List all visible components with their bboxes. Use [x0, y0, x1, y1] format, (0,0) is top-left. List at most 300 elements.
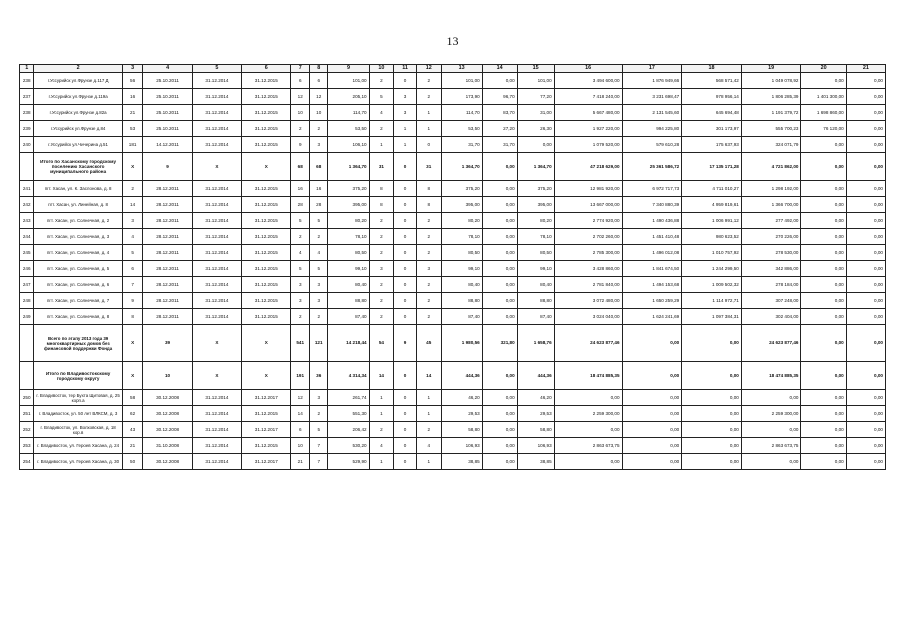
column-header: 17	[622, 65, 682, 73]
table-cell: 395,00	[441, 197, 482, 213]
table-cell: 0,00	[846, 73, 885, 89]
table-cell: 302 404,00	[741, 309, 801, 325]
table-cell: 0,00	[846, 89, 885, 105]
table-cell: 3 231 698,47	[622, 89, 682, 105]
table-cell: 6	[309, 73, 328, 89]
table-cell: 0	[394, 153, 417, 181]
table-cell: 3	[309, 137, 328, 153]
table-cell: 78,10	[441, 229, 482, 245]
table-cell: 0,00	[682, 362, 742, 390]
table-cell: 4	[122, 229, 143, 245]
table-cell: 1 490 436,88	[622, 213, 682, 229]
table-cell: 14.12.2011	[143, 137, 192, 153]
address-cell: г. Владивосток, тер Бухта Щитовая, д. 25 корп.а	[34, 390, 122, 406]
table-cell: 2 863 673,75	[554, 438, 622, 454]
table-cell: 0,00	[846, 406, 885, 422]
table-row	[20, 73, 886, 89]
table-cell: 78,10	[328, 229, 369, 245]
table-cell: 18 474 885,35	[554, 362, 622, 390]
table-cell: 31.12.2014	[192, 181, 241, 197]
table-row	[20, 309, 886, 325]
table-cell: 0,00	[801, 390, 846, 406]
table-cell: 28.12.2011	[143, 245, 192, 261]
table-cell: 80,20	[517, 213, 554, 229]
table-cell: 18 474 885,35	[741, 362, 801, 390]
address-cell: пгт. Хасан, ул. Солнечная, д. 7	[34, 293, 122, 309]
table-cell: 31.12.2015	[242, 89, 291, 105]
table-cell: 270 226,00	[741, 229, 801, 245]
table-cell: 1 698 860,00	[801, 105, 846, 121]
table-cell: 46,20	[517, 390, 554, 406]
table-cell: 2	[291, 121, 310, 137]
address-cell: г. Владивосток, ул. Героев Хасана, д. 24	[34, 438, 122, 454]
table-cell: 0,00	[846, 422, 885, 438]
table-cell: 31.12.2015	[242, 137, 291, 153]
table-cell: 106,10	[328, 137, 369, 153]
address-cell: г.Уссурийск ул.Фрунзе д.119а	[34, 89, 122, 105]
table-cell: 2	[309, 309, 328, 325]
table-cell: 375,20	[517, 181, 554, 197]
address-cell: г.Уссурийск ул.Фрунзе д.117 Д	[34, 73, 122, 89]
table-cell: 278 530,00	[741, 245, 801, 261]
table-cell: 17 135 171,28	[682, 153, 742, 181]
table-cell: 87,40	[441, 309, 482, 325]
total-row	[20, 325, 886, 362]
table-cell: Х	[192, 325, 241, 362]
table-cell: 8	[416, 197, 441, 213]
table-cell: 0	[394, 261, 417, 277]
table-cell: 0	[394, 454, 417, 470]
table-row	[20, 406, 886, 422]
table-cell: 0	[416, 137, 441, 153]
table-cell: 645 694,48	[682, 105, 742, 121]
table-cell: 1 841 674,50	[622, 261, 682, 277]
table-cell: 2	[122, 181, 143, 197]
housing-program-table	[19, 64, 886, 470]
table-cell: 6	[291, 422, 310, 438]
table-cell: 321,80	[482, 325, 517, 362]
table-cell: 2	[416, 277, 441, 293]
table-cell: 0,00	[741, 390, 801, 406]
table-cell: 0,00	[622, 390, 682, 406]
address-cell: пгт. Хасан, ул. Солнечная, д. 2	[34, 213, 122, 229]
table-cell: 3	[416, 261, 441, 277]
table-cell: 0,00	[622, 422, 682, 438]
table-cell: 36	[309, 362, 328, 390]
table-cell: 31.12.2014	[192, 137, 241, 153]
column-header: 2	[34, 65, 122, 73]
column-header: 10	[369, 65, 394, 73]
table-cell: 31,70	[441, 137, 482, 153]
column-header: 21	[846, 65, 885, 73]
table-cell: 2 259 300,00	[554, 406, 622, 422]
table-cell: 5	[309, 261, 328, 277]
table-cell: 2	[369, 422, 394, 438]
table-cell: 2 785 300,00	[554, 245, 622, 261]
table-cell: 0,00	[554, 422, 622, 438]
table-cell: 206,42	[328, 422, 369, 438]
table-cell: 0,00	[846, 153, 885, 181]
table-cell: 31.12.2014	[192, 197, 241, 213]
address-cell: пгт. Хасан, ул. Солнечная, д. 3	[34, 229, 122, 245]
table-cell: 114,70	[441, 105, 482, 121]
table-cell: 0	[394, 362, 417, 390]
table-cell: 31.12.2015	[242, 309, 291, 325]
table-cell: 10	[291, 438, 310, 454]
table-cell: 395,00	[328, 197, 369, 213]
row-number-cell: 254	[20, 454, 34, 470]
table-cell: 1 097 384,31	[682, 309, 742, 325]
table-cell: 31.12.2014	[192, 261, 241, 277]
table-cell: 2	[369, 73, 394, 89]
table-cell: 1 079 520,00	[554, 137, 622, 153]
table-cell: 1	[394, 137, 417, 153]
table-cell: 2	[369, 293, 394, 309]
table-cell: 106,93	[441, 438, 482, 454]
table-cell: 5	[309, 213, 328, 229]
table-cell: 181	[122, 137, 143, 153]
row-number-cell	[20, 325, 34, 362]
row-number-cell: 246	[20, 261, 34, 277]
table-cell: 88,80	[441, 293, 482, 309]
table-cell: 2 702 260,00	[554, 229, 622, 245]
table-cell: 0,00	[846, 245, 885, 261]
table-row	[20, 277, 886, 293]
table-row	[20, 229, 886, 245]
table-cell: 43	[122, 422, 143, 438]
table-cell: 2	[416, 89, 441, 105]
table-cell: 0,00	[846, 229, 885, 245]
table-cell: 0,00	[554, 390, 622, 406]
table-cell: 0,00	[482, 261, 517, 277]
table-cell: 9	[291, 137, 310, 153]
table-cell: 3	[309, 390, 328, 406]
table-cell: 1 364,70	[441, 153, 482, 181]
table-cell: 0,00	[682, 325, 742, 362]
table-cell: 0,00	[801, 277, 846, 293]
table-cell: 0,00	[682, 390, 742, 406]
address-cell: пгт. Хасан, ул. Солнечная, д. 6	[34, 277, 122, 293]
table-cell: 30.12.2008	[143, 390, 192, 406]
row-number-cell	[20, 362, 34, 390]
table-cell: 301 173,97	[682, 121, 742, 137]
column-header: 14	[482, 65, 517, 73]
address-cell: г. Владивосток, ул. Волховская, д. 18 кор.в	[34, 422, 122, 438]
table-cell: 3	[394, 105, 417, 121]
table-cell: 0,00	[846, 105, 885, 121]
table-cell: 14	[122, 197, 143, 213]
table-cell: 205,10	[328, 89, 369, 105]
table-cell: 5 667 480,00	[554, 105, 622, 121]
table-cell: 0,00	[801, 406, 846, 422]
table-cell: 0,00	[801, 438, 846, 454]
table-cell: 8	[369, 197, 394, 213]
table-cell: 1 624 241,69	[622, 309, 682, 325]
table-cell: 2	[416, 422, 441, 438]
table-cell: 28.12.2011	[143, 309, 192, 325]
table-cell: 31.12.2015	[242, 181, 291, 197]
table-cell: 0,00	[482, 277, 517, 293]
address-cell: пгт. Хасан, ул. Солнечная, д. 5	[34, 261, 122, 277]
table-cell: 9	[143, 153, 192, 181]
table-cell: 0,00	[682, 422, 742, 438]
table-cell: 1 298 192,00	[741, 181, 801, 197]
table-cell: 0,00	[517, 137, 554, 153]
table-cell: 25 361 586,72	[622, 153, 682, 181]
table-cell: 4	[369, 438, 394, 454]
table-row	[20, 89, 886, 105]
table-cell: 0,00	[846, 293, 885, 309]
table-cell: 0,00	[482, 438, 517, 454]
table-cell: 0,00	[482, 153, 517, 181]
table-cell: 3	[309, 277, 328, 293]
table-cell: 0,00	[682, 406, 742, 422]
table-cell: 530,20	[328, 438, 369, 454]
table-cell: 2	[369, 213, 394, 229]
table-cell: 0,00	[801, 137, 846, 153]
table-cell: 6	[291, 73, 310, 89]
table-cell: 278 184,00	[741, 277, 801, 293]
table-cell: 2	[369, 277, 394, 293]
table-cell: 444,36	[441, 362, 482, 390]
table-cell: 87,40	[328, 309, 369, 325]
table-cell: 4	[309, 245, 328, 261]
table-cell: 28.12.2011	[143, 181, 192, 197]
table-cell: 4	[291, 245, 310, 261]
table-cell: 21	[291, 454, 310, 470]
table-cell: 68	[309, 153, 328, 181]
table-cell: 1 980,56	[441, 325, 482, 362]
table-row	[20, 438, 886, 454]
table-cell: 2	[416, 229, 441, 245]
table-cell: 568 571,42	[682, 73, 742, 89]
table-cell: 80,50	[517, 245, 554, 261]
table-cell: 31.10.2008	[143, 438, 192, 454]
table-cell: 45	[416, 325, 441, 362]
table-cell: 0	[394, 422, 417, 438]
table-cell: 0,00	[846, 121, 885, 137]
table-cell: 3 494 600,00	[554, 73, 622, 89]
table-cell: 0	[394, 293, 417, 309]
table-cell: 38,85	[441, 454, 482, 470]
table-cell: 0,00	[846, 390, 885, 406]
table-cell: 1	[416, 390, 441, 406]
table-cell: 3	[394, 89, 417, 105]
table-cell: 0,00	[482, 181, 517, 197]
table-cell: 28.12.2011	[143, 197, 192, 213]
table-cell: 579 610,28	[622, 137, 682, 153]
table-cell: 1 364,70	[517, 153, 554, 181]
table-cell: 0,00	[846, 137, 885, 153]
table-cell: 80,50	[441, 245, 482, 261]
table-cell: 14 218,44	[328, 325, 369, 362]
table-cell: 0,00	[482, 422, 517, 438]
table-cell: 5	[291, 261, 310, 277]
table-cell: 0,00	[554, 454, 622, 470]
row-number-cell: 252	[20, 422, 34, 438]
table-cell: 31.12.2015	[242, 245, 291, 261]
table-cell: 0,00	[846, 362, 885, 390]
address-cell: пгт. Хасан, ул. Солнечная, д. 8	[34, 309, 122, 325]
table-cell: 1 494 153,68	[622, 277, 682, 293]
table-cell: 0,00	[482, 309, 517, 325]
table-cell: 31.12.2014	[192, 229, 241, 245]
table-cell: 31.12.2014	[192, 277, 241, 293]
table-cell: 8	[369, 181, 394, 197]
table-cell: 53,50	[328, 121, 369, 137]
table-cell: 2	[309, 229, 328, 245]
table-cell: 0,00	[682, 438, 742, 454]
table-cell: 50	[122, 454, 143, 470]
table-cell: 12	[309, 89, 328, 105]
table-cell: 2	[309, 121, 328, 137]
table-cell: 31.12.2017	[242, 422, 291, 438]
column-header: 18	[682, 65, 742, 73]
table-cell: 0,00	[622, 438, 682, 454]
table-cell: 0,00	[801, 181, 846, 197]
table-cell: 0	[394, 181, 417, 197]
table-cell: 31.12.2014	[192, 121, 241, 137]
row-number-cell	[20, 153, 34, 181]
table-cell: 56	[122, 73, 143, 89]
table-cell: 0,00	[482, 362, 517, 390]
table-cell: 261,74	[328, 390, 369, 406]
table-cell: 10	[143, 362, 192, 390]
table-cell: 53	[122, 121, 143, 137]
row-number-cell: 237	[20, 89, 34, 105]
table-cell: 14	[416, 362, 441, 390]
table-cell: 1 006 991,12	[682, 213, 742, 229]
table-cell: Х	[122, 153, 143, 181]
table-cell: 0,00	[846, 277, 885, 293]
table-row	[20, 293, 886, 309]
table-cell: 2 131 545,60	[622, 105, 682, 121]
table-cell: 47 218 629,00	[554, 153, 622, 181]
table-cell: 0,00	[846, 309, 885, 325]
table-cell: 1	[416, 406, 441, 422]
table-cell: 5	[309, 422, 328, 438]
table-row	[20, 121, 886, 137]
table-cell: 99,10	[328, 261, 369, 277]
address-cell: Итого по Владивостокскому городскому округу	[34, 362, 122, 390]
table-cell: 0,00	[482, 197, 517, 213]
table-cell: 324 071,79	[741, 137, 801, 153]
table-cell: 0,00	[622, 325, 682, 362]
row-number-cell: 253	[20, 438, 34, 454]
table-cell: 101,00	[328, 73, 369, 89]
table-cell: 31.12.2017	[242, 390, 291, 406]
table-cell: 54	[369, 325, 394, 362]
table-cell: 83,70	[482, 105, 517, 121]
table-cell: 9	[394, 325, 417, 362]
table-cell: 46,20	[441, 390, 482, 406]
table-cell: 0,00	[801, 309, 846, 325]
table-cell: 6	[122, 261, 143, 277]
table-cell: 0,00	[801, 261, 846, 277]
table-cell: 1	[369, 406, 394, 422]
table-cell: 38,85	[517, 454, 554, 470]
table-cell: 1 927 220,00	[554, 121, 622, 137]
table-cell: 0,00	[801, 197, 846, 213]
table-cell: 0,00	[482, 454, 517, 470]
column-header: 5	[192, 65, 241, 73]
table-cell: 0	[394, 245, 417, 261]
table-row	[20, 105, 886, 121]
table-cell: 28	[309, 197, 328, 213]
column-header: 8	[309, 65, 328, 73]
table-cell: 13 667 000,00	[554, 197, 622, 213]
table-cell: 1	[394, 121, 417, 137]
table-cell: 2	[291, 309, 310, 325]
table-cell: 87,40	[517, 309, 554, 325]
column-header: 3	[122, 65, 143, 73]
table-cell: 7 418 240,00	[554, 89, 622, 105]
table-cell: 1 010 757,92	[682, 245, 742, 261]
table-cell: Х	[122, 362, 143, 390]
table-cell: 28.12.2011	[143, 261, 192, 277]
table-cell: Х	[192, 153, 241, 181]
table-cell: 1 009 502,32	[682, 277, 742, 293]
table-cell: 2	[416, 293, 441, 309]
table-cell: 2 774 920,00	[554, 213, 622, 229]
table-cell: 76 120,00	[801, 121, 846, 137]
table-cell: 80,50	[328, 245, 369, 261]
table-cell: 58,80	[517, 422, 554, 438]
table-cell: 12 981 920,00	[554, 181, 622, 197]
address-cell: пгт. Хасан, ул. К. Заслонова, д. 8	[34, 181, 122, 197]
table-cell: 3 024 040,00	[554, 309, 622, 325]
table-cell: 10	[309, 105, 328, 121]
table-cell: 1 451 410,48	[622, 229, 682, 245]
table-cell: 2	[369, 245, 394, 261]
address-cell: г.Уссурийск ул.Чичерина д.51	[34, 137, 122, 153]
table-cell: 0,00	[622, 454, 682, 470]
table-cell: 31.12.2014	[192, 245, 241, 261]
row-number-cell: 245	[20, 245, 34, 261]
table-cell: 529,90	[328, 454, 369, 470]
table-cell: 0,00	[846, 181, 885, 197]
table-cell: 31.12.2017	[242, 454, 291, 470]
table-cell: 10	[291, 105, 310, 121]
table-cell: 29,53	[441, 406, 482, 422]
column-header: 11	[394, 65, 417, 73]
table-cell: 175 637,93	[682, 137, 742, 153]
table-cell: 0,00	[482, 213, 517, 229]
table-cell: 68	[291, 153, 310, 181]
table-cell: 1	[369, 454, 394, 470]
table-cell: Х	[242, 362, 291, 390]
address-cell: пгт. Хасан, ул. Линейная, д. 8	[34, 197, 122, 213]
table-cell: 1 650 259,29	[622, 293, 682, 309]
table-cell: 0,00	[801, 454, 846, 470]
table-cell: 0	[394, 438, 417, 454]
table-cell: 3	[309, 293, 328, 309]
table-cell: 2	[369, 309, 394, 325]
table-cell: 31,70	[482, 137, 517, 153]
table-row	[20, 245, 886, 261]
table-cell: 551,30	[328, 406, 369, 422]
table-cell: 99,10	[517, 261, 554, 277]
table-cell: Х	[122, 325, 143, 362]
table-cell: 121	[309, 325, 328, 362]
table-cell: 0	[394, 73, 417, 89]
table-cell: 28.12.2011	[143, 213, 192, 229]
table-row	[20, 261, 886, 277]
table-cell: 0	[394, 406, 417, 422]
table-cell: 99,10	[441, 261, 482, 277]
table-cell: 277 492,00	[741, 213, 801, 229]
table-cell: 1 049 078,92	[741, 73, 801, 89]
